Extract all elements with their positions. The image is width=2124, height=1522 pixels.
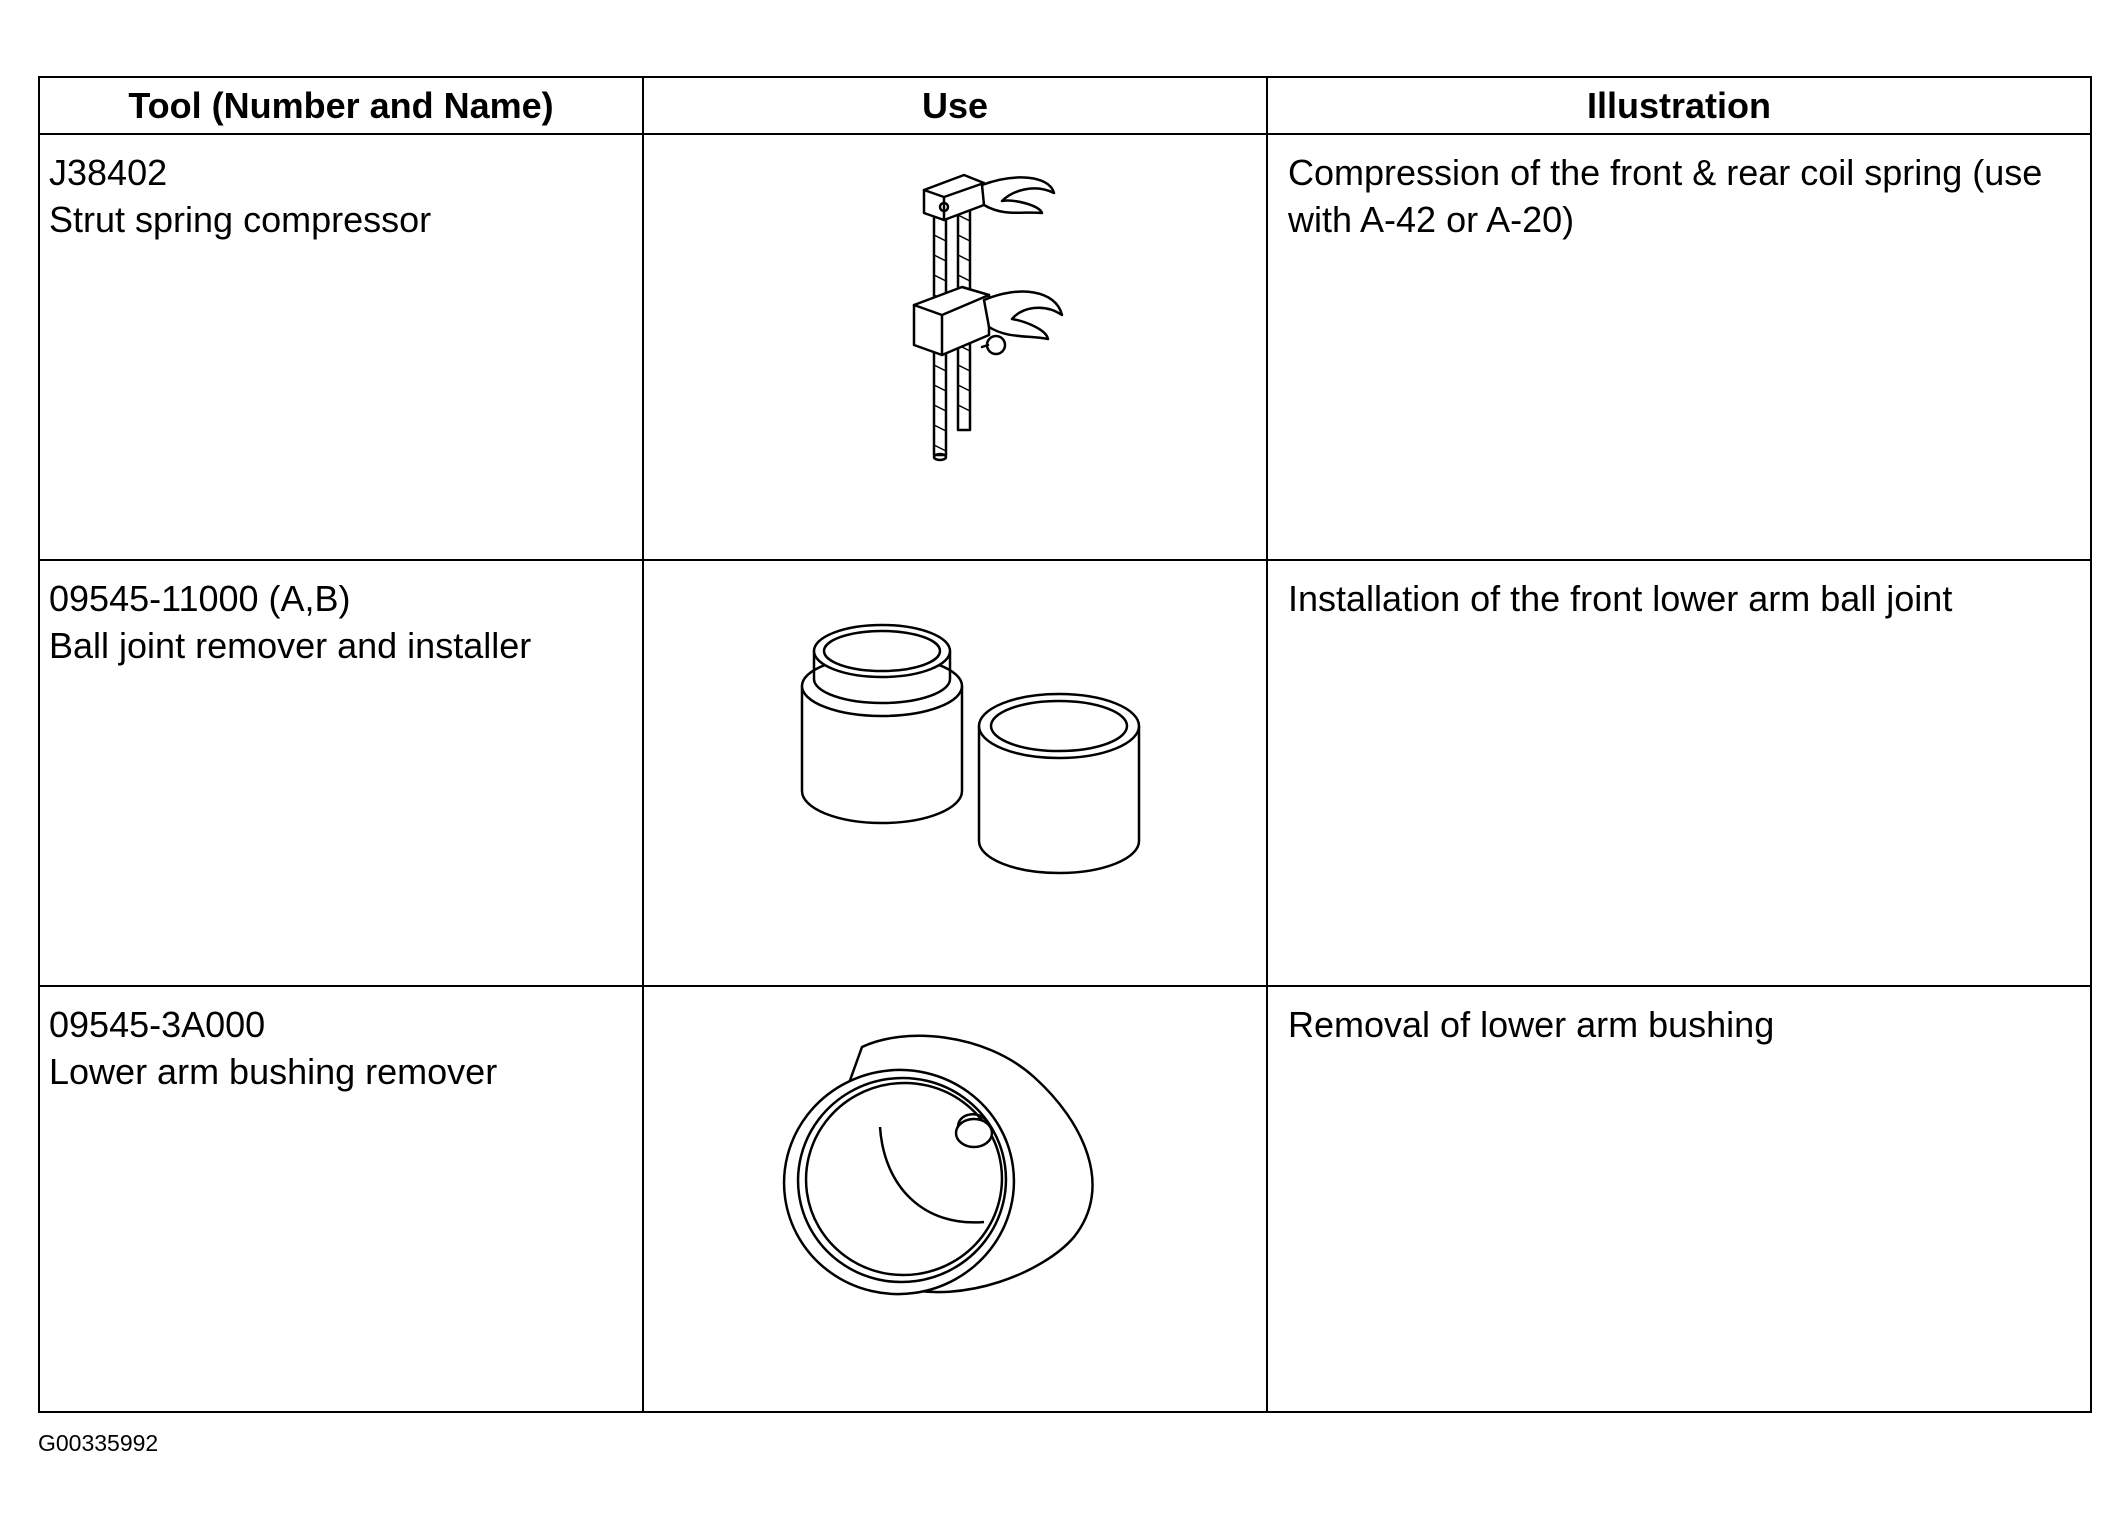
lower-arm-bushing-remover-drawing: [643, 986, 1267, 1412]
description-cell: [1267, 986, 2091, 1412]
figure-id: G00335992: [38, 1430, 159, 1456]
tool-cell: [39, 986, 643, 1412]
description-cell: [1267, 134, 2091, 560]
tool-description: Installation of the front lower arm ball joint: [1288, 578, 1953, 619]
tool-cell: [39, 560, 643, 986]
strut-spring-compressor-icon: [644, 135, 1266, 559]
table-row: [39, 134, 2091, 560]
strut-spring-compressor-drawing: [643, 134, 1267, 560]
ball-joint-adapters-icon: [644, 561, 1266, 985]
table-row: [39, 986, 2091, 1412]
tool-description: Removal of lower arm bushing: [1288, 1004, 1775, 1045]
tool-number: J38402: [49, 152, 168, 193]
special-tools-table: [38, 76, 2092, 1413]
tool-number: 09545-3A000: [49, 1004, 266, 1045]
tool-cell: [39, 134, 643, 560]
table-row: [39, 560, 2091, 986]
ball-joint-remover-installer-drawing: [643, 560, 1267, 986]
header-use: Use: [643, 77, 1267, 134]
tool-name: Ball joint remover and installer: [49, 625, 532, 666]
tool-description: Compression of the front & rear coil spring (use with A-42 or A-20): [1288, 152, 2043, 240]
tool-name: Lower arm bushing remover: [49, 1051, 498, 1092]
bushing-remover-icon: [644, 987, 1266, 1411]
table-header-row: [39, 77, 2091, 134]
tool-name: Strut spring compressor: [49, 199, 432, 240]
header-illustration: Illustration: [1267, 77, 2091, 134]
tool-number: 09545-11000 (A,B): [49, 578, 351, 619]
description-cell: [1267, 560, 2091, 986]
header-tool: Tool (Number and Name): [39, 77, 643, 134]
